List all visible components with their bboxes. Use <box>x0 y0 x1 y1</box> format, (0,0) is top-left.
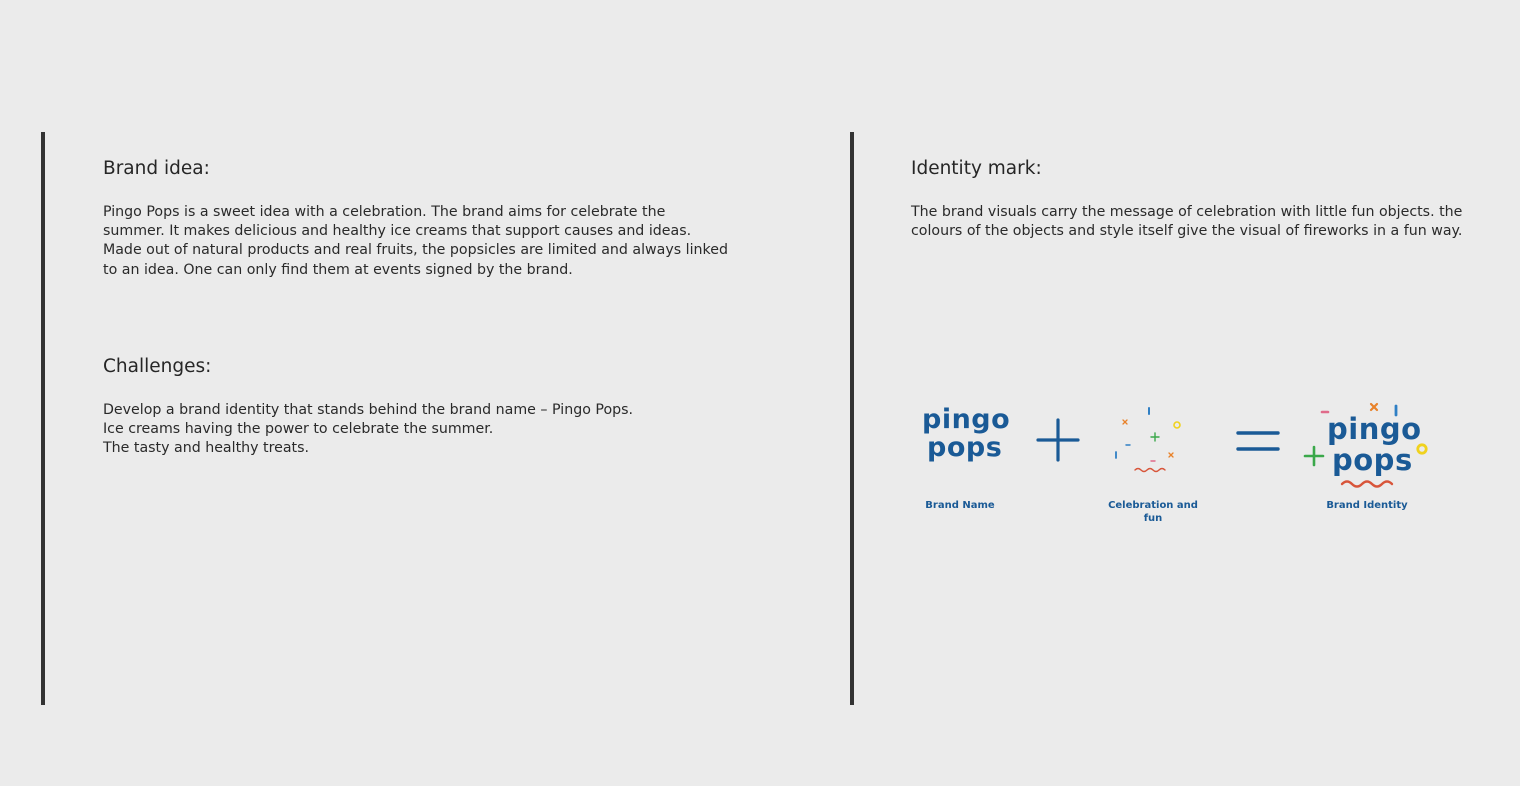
text-line: Made out of natural products and real fruits, the popsicles are limited and always linked <box>103 242 728 259</box>
text-line: The tasty and healthy treats. <box>103 440 310 457</box>
equals-icon <box>1235 428 1281 454</box>
challenges-heading: Challenges: <box>103 356 212 377</box>
caption-brand-name: Brand Name <box>925 500 995 511</box>
text-line: The brand visuals carry the message of celebration with little fun objects. the <box>911 204 1463 220</box>
text-line: summer. It makes delicious and healthy ice creams that support causes and ideas. <box>103 223 692 240</box>
text-line: colours of the objects and style itself give the visual of fireworks in a fun way. <box>911 223 1463 240</box>
left-divider-bar <box>41 132 45 705</box>
logo-word-pingo: pingo <box>1327 412 1422 446</box>
text-line: Pingo Pops is a sweet idea with a celebration. The brand aims for celebrate the <box>103 204 666 220</box>
text-line: Develop a brand identity that stands behind the brand name – Pingo Pops. <box>103 402 634 418</box>
text-line: Ice creams having the power to celebrate the summer. <box>103 421 494 438</box>
right-divider-bar <box>850 132 854 705</box>
brand-idea-heading: Brand idea: <box>103 158 210 179</box>
caption-celebration: Celebration and fun <box>1108 500 1198 524</box>
logo-word-pingo: pingo <box>922 404 1011 435</box>
challenges-text <box>103 401 633 459</box>
caption-brand-identity: Brand Identity <box>1326 500 1408 511</box>
identity-mark-text <box>911 203 1462 241</box>
logo-word-pops: pops <box>927 432 1003 463</box>
brand-idea-text <box>103 203 728 280</box>
plus-icon <box>1035 417 1081 463</box>
logo-word-pops: pops <box>1332 443 1413 477</box>
confetti-icon <box>1105 400 1195 480</box>
text-line: to an idea. One can only find them at events signed by the brand. <box>103 261 573 278</box>
identity-mark-heading: Identity mark: <box>911 158 1042 179</box>
